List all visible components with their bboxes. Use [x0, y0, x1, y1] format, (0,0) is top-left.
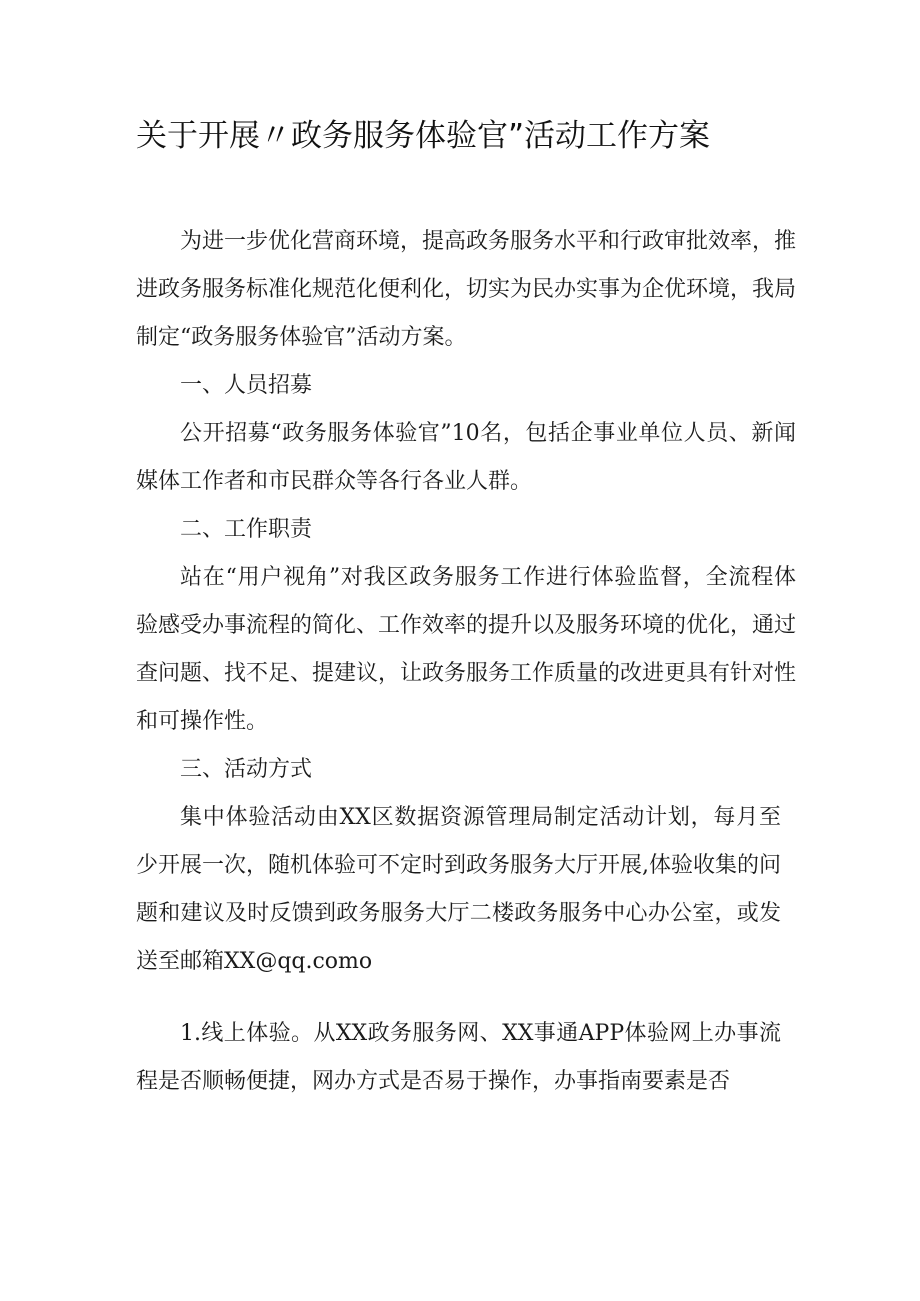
paragraph-intro: 为进一步优化营商环境，提高政务服务水平和行政审批效率，推进政务服务标准化规范化便利化，切实为民办实事为企优环境，我局制定“政务服务体验官”活动方案。 [136, 229, 797, 350]
paragraph-gap [136, 986, 796, 1010]
section-heading-activity-method: 三、活动方式 [180, 757, 313, 782]
paragraph-recruitment: 公开招募“政务服务体验官”10名，包括企事业单位人员、新闻媒体工作者和市民群众等各行各业人群。 [136, 421, 796, 494]
document-body [136, 218, 796, 1106]
paragraph-activity-method: 集中体验活动由XX区数据资源管理局制定活动计划，每月至少开展一次，随机体验可不定时到政务服务大厅开展,体验收集的问题和建议及时反馈到政务服务大厅二楼政务服务中心办公室，或发送至邮箱XX@qq.como [136, 805, 781, 974]
paragraph-duties: 站在“用户视角”对我区政务服务工作进行体验监督，全流程体验感受办事流程的简化、工作效率的提升以及服务环境的优化，通过查问题、找不足、提建议，让政务服务工作质量的改进更具有针对性和可操作性。 [136, 565, 797, 734]
section-heading-duties: 二、工作职责 [180, 517, 313, 542]
document-title: 关于开展〃政务服务体验官”活动工作方案 [136, 118, 711, 154]
section-heading-recruitment: 一、人员招募 [180, 373, 313, 398]
paragraph-online-experience: 1.线上体验。从XX政务服务网、XX事通APP体验网上办事流程是否顺畅便捷，网办方式是否易于操作，办事指南要素是否 [136, 1021, 781, 1094]
